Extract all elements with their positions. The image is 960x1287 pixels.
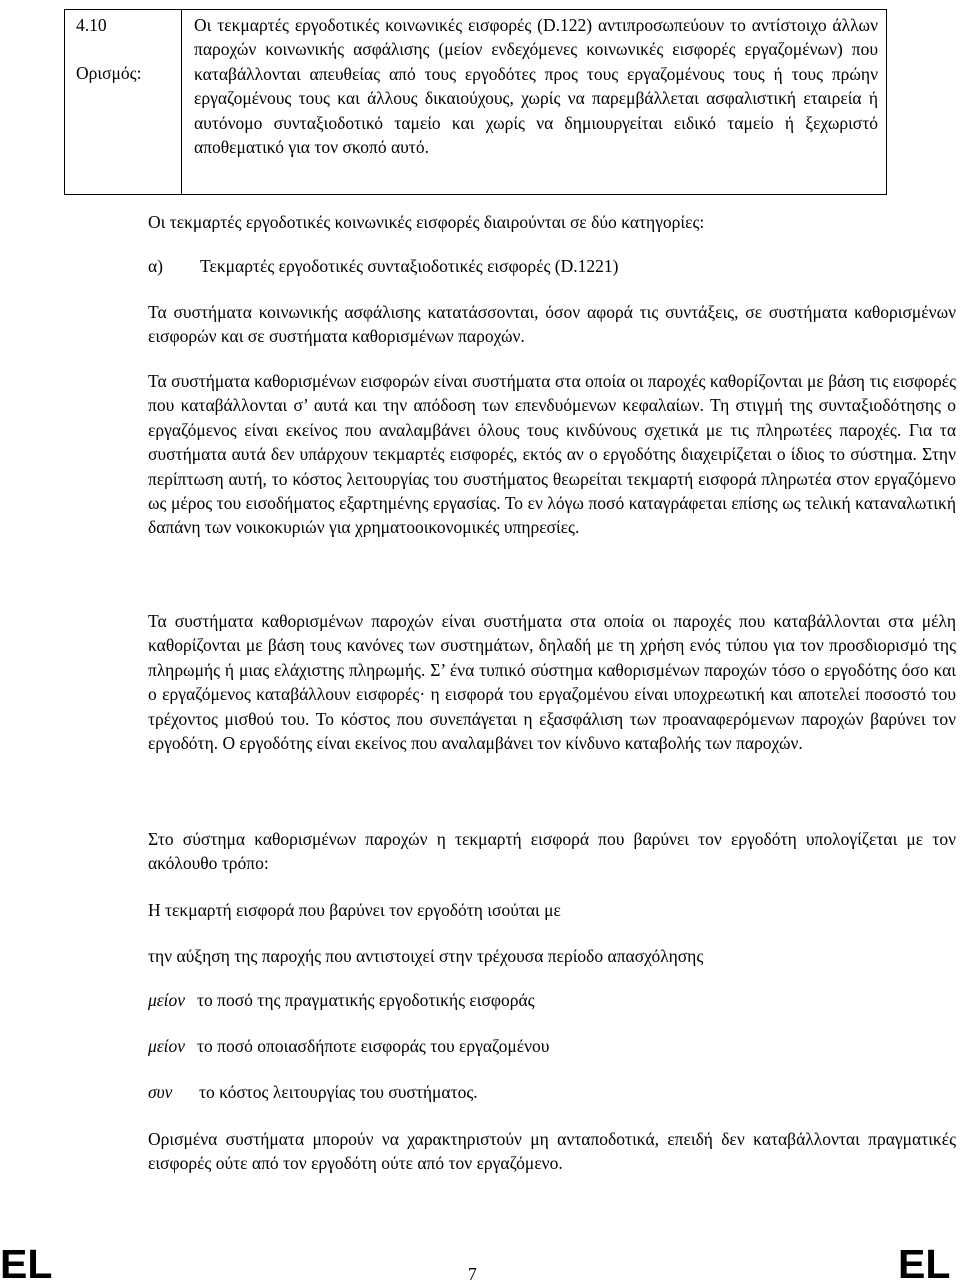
- paragraph-systems: Τα συστήματα κοινωνικής ασφάλισης κατατάσσονται, όσον αφορά τις συντάξεις, σε συστήματα καθορισμένων εισφορών και σε συστήματα καθορισμένων παροχών.: [148, 302, 956, 347]
- paragraph-closing: Ορισμένα συστήματα μπορούν να χαρακτηριστούν μη ανταποδοτικά, επειδή δεν καταβάλλονται πραγματικές εισφορές ούτε από τον εργοδότη ούτε από τον εργαζόμενο.: [148, 1129, 956, 1174]
- paragraph-calculation: Στο σύστημα καθορισμένων παροχών η τεκμαρτή εισφορά που βαρύνει τον εργοδότη υπολογίζεται με τον ακόλουθο τρόπο:: [148, 829, 956, 874]
- category-a-label: α): [148, 256, 163, 276]
- definition-label-cell: [65, 10, 182, 195]
- formula-term-plus: συν: [148, 1082, 173, 1102]
- formula-line-employee: το ποσό οποιασδήποτε εισφοράς του εργαζομένου: [197, 1036, 550, 1056]
- formula-intro: Η τεκμαρτή εισφορά που βαρύνει τον εργοδότη ισούται με: [148, 900, 561, 920]
- page-number: 7: [468, 1264, 477, 1284]
- definition-text: Οι τεκμαρτές εργοδοτικές κοινωνικές εισφορές (D.122) αντιπροσωπεύουν το αντίστοιχο άλλων παροχών κοινωνικής ασφάλισης (μείον ενδεχόμενες κοινωνικές εισφορές εργαζομένων) που καταβάλλονται απευθείας από τους εργοδότες προς τους εργαζομένους τους ή τους πρώην εργαζομένους τους και άλλους δικαιούχους, χωρίς να παρεμβάλλεται ασφαλιστική εταιρεία ή αυτόνομο συνταξιοδοτικό ταμείο και χωρίς να δημιουργείται ειδικό ταμείο ή ξεχωριστό αποθεματικό για τον σκοπό αυτό.: [194, 15, 878, 158]
- formula-line-increase: την αύξηση της παροχής που αντιστοιχεί στην τρέχουσα περίοδο απασχόλησης: [148, 946, 704, 966]
- formula-line-employer: το ποσό της πραγματικής εργοδοτικής εισφοράς: [197, 990, 535, 1010]
- formula-term-minus-2: μείον: [148, 1036, 186, 1056]
- category-a-title: Τεκμαρτές εργοδοτικές συνταξιοδοτικές εισφορές (D.1221): [200, 256, 619, 276]
- definition-number: 4.10: [76, 15, 107, 35]
- intro-text: Οι τεκμαρτές εργοδοτικές κοινωνικές εισφορές διαιρούνται σε δύο κατηγορίες:: [148, 212, 705, 232]
- footer-language-right: EL: [898, 1241, 951, 1287]
- footer-language-left: EL: [0, 1241, 53, 1287]
- definition-label: Ορισμός:: [76, 63, 142, 83]
- paragraph-defined-contribution: Τα συστήματα καθορισμένων εισφορών είναι συστήματα στα οποία οι παροχές καθορίζονται με βάση τις εισφορές που καταβάλλονται σ’ αυτά και την απόδοση των επενδυόμενων κεφαλαίων. Τη στιγμή της συνταξιοδότησης ο εργαζόμενος είναι εκείνος που αναλαμβάνει όλους τους κινδύνους σχετικά με τις πληρωτέες παροχές. Για τα συστήματα αυτά δεν υπάρχουν τεκμαρτές εισφορές, εκτός αν ο εργοδότης διαχειρίζεται ο ίδιος το σύστημα. Στην περίπτωση αυτή, το κόστος λειτουργίας του συστήματος θεωρείται τεκμαρτή εισφορά πληρωτέα στον εργαζόμενο ως μέρος του εισοδήματος εξαρτημένης εργασίας. Το εν λόγω ποσό καταγράφεται επίσης ως τελική καταναλωτική δαπάνη των νοικοκυριών για χρηματοοικονομικές υπηρεσίες.: [148, 371, 956, 538]
- formula-term-minus-1: μείον: [148, 990, 186, 1010]
- formula-line-cost: το κόστος λειτουργίας του συστήματος.: [199, 1082, 478, 1102]
- paragraph-defined-benefit: Τα συστήματα καθορισμένων παροχών είναι συστήματα στα οποία οι παροχές που καταβάλλονται στα μέλη καθορίζονται με βάση τους κανόνες των συστημάτων, δηλαδή με τη χρήση ενός τύπου για τον προσδιορισμό της πληρωμής ή μιας ελάχιστης πληρωμής. Σ’ ένα τυπικό σύστημα καθορισμένων παροχών τόσο ο εργοδότης όσο και ο εργαζόμενος καταβάλλουν εισφορές· η εισφορά του εργαζομένου είναι υποχρεωτική και αποτελεί ποσοστό του τρέχοντος μισθού του. Το κόστος που συνεπάγεται η εξασφάλιση των προαναφερόμενων παροχών βαρύνει τον εργοδότη. Ο εργοδότης είναι εκείνος που αναλαμβάνει τον κίνδυνο καταβολής των παροχών.: [148, 611, 956, 754]
